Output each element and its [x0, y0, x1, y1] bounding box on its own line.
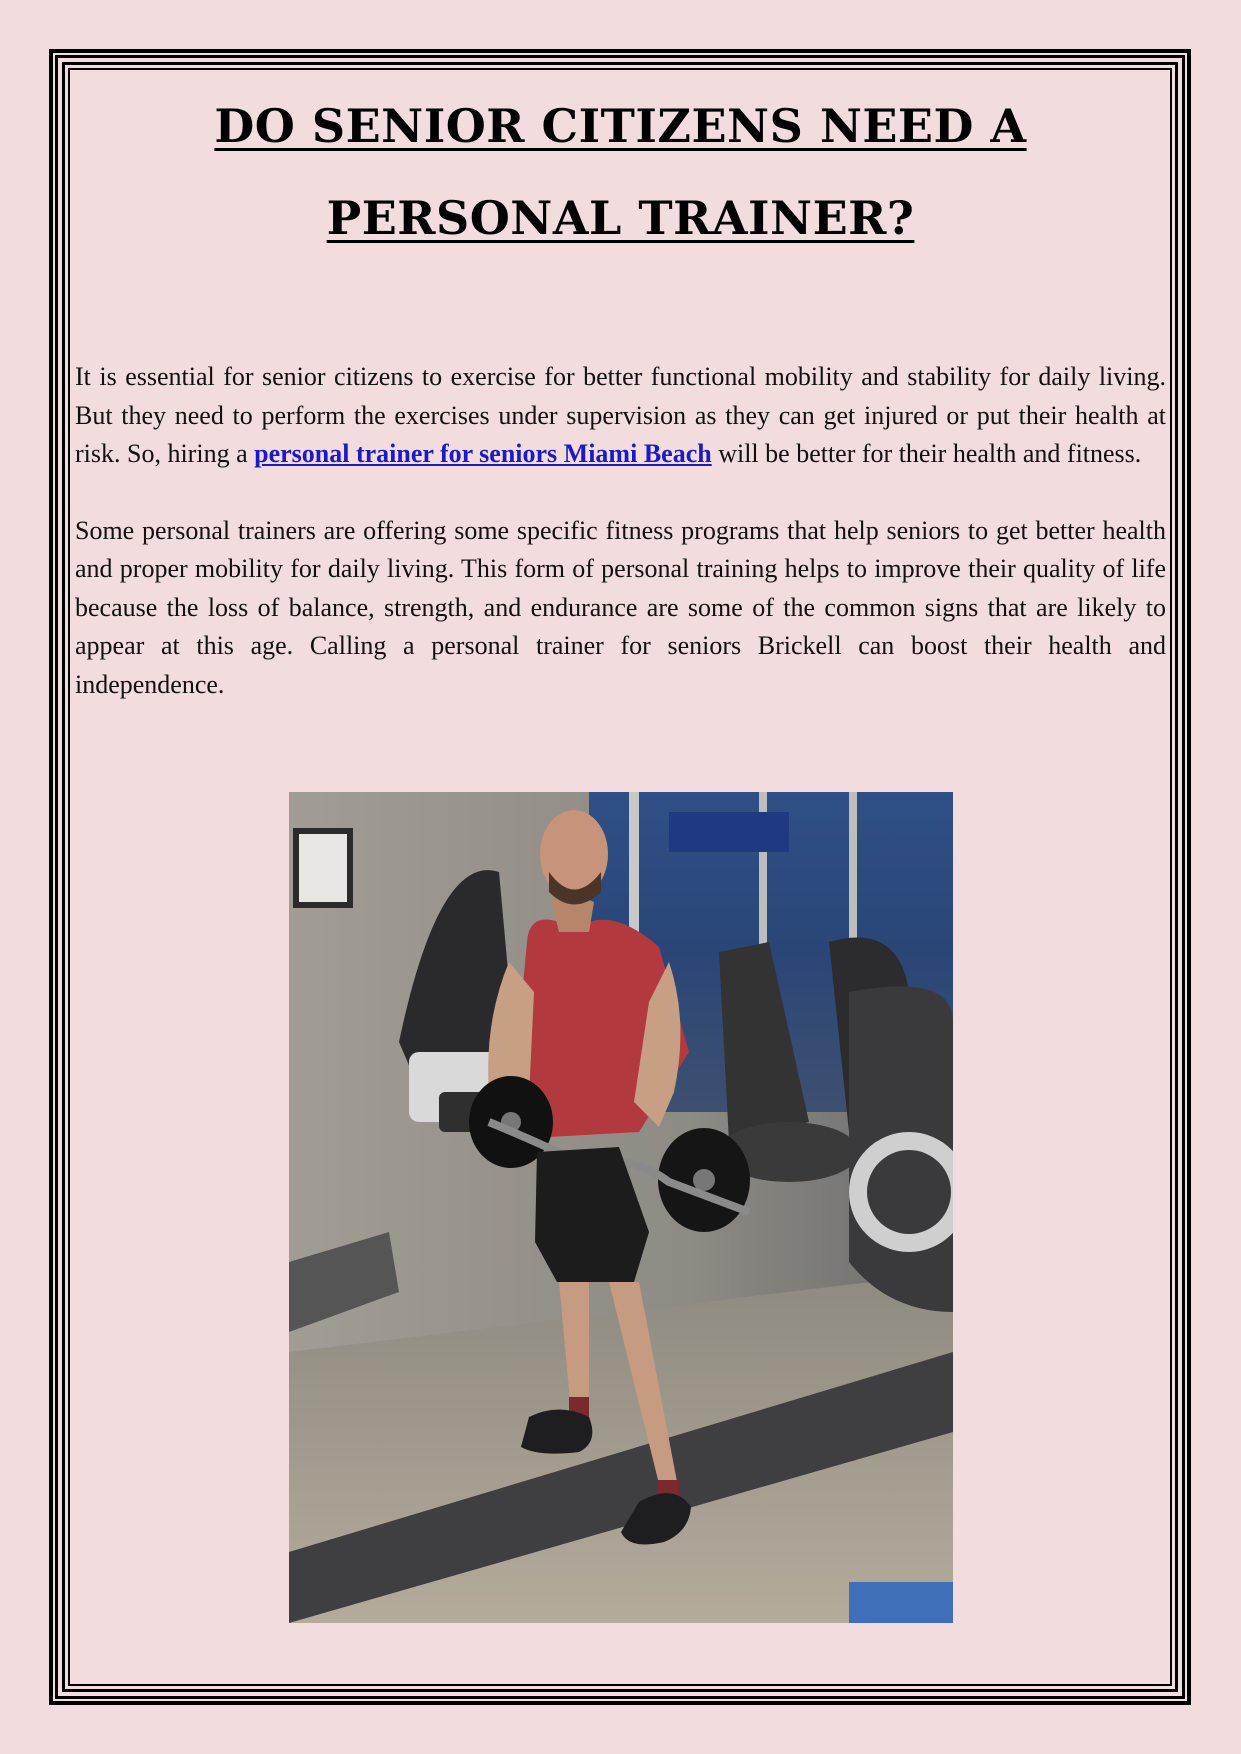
intro-paragraph: [75, 358, 1166, 474]
programs-paragraph: Some personal trainers are offering some specific fitness programs that help seniors to get better health and proper mobility for daily living. This form of personal training helps to improve their quality of life because the loss of balance, strength, and endurance are some of the common signs that are likely to appear at this age. Calling a personal trainer for seniors Brickell can boost their health and independence.: [75, 515, 1166, 699]
gym-photo: [289, 792, 953, 1623]
document-content: [75, 80, 1166, 704]
page-title: [75, 80, 1166, 264]
personal-trainer-link[interactable]: personal trainer for seniors Miami Beach: [254, 439, 712, 468]
intro-text-after-link: will be better for their health and fitness.: [711, 439, 1142, 468]
gym-photo-illustration: [289, 792, 953, 1623]
page-title-text: DO SENIOR CITIZENS NEED A PERSONAL TRAINER?: [214, 99, 1027, 245]
intro-text-before-link: It is essential for senior citizens to exercise for better functional mobility and stability for daily living. But they need to perform the exercises under supervision as they can get injured or put their health at risk. So, hiring a: [75, 362, 1166, 468]
